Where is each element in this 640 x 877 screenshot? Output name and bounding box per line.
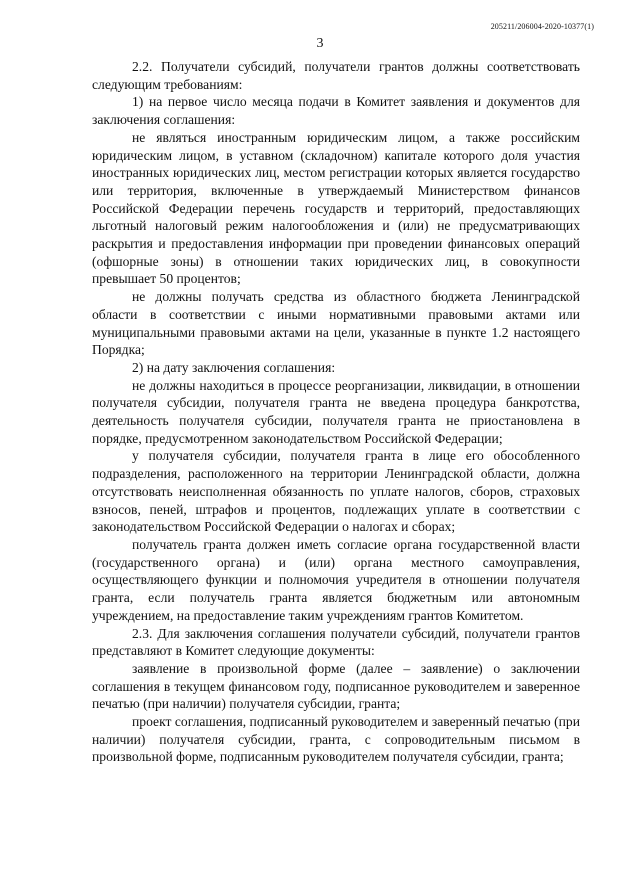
- document-body: [92, 58, 580, 766]
- paragraph-2-2: 2.2. Получатели субсидий, получатели грантов должны соответствовать следующим требованиям:: [92, 59, 580, 92]
- paragraph-budget-funds: не должны получать средства из областного бюджета Ленинградской области в соответствии с иными нормативными правовыми актами или муниципальными правовыми актами на цели, указанные в пункте 1.2 настоящего Порядка;: [92, 289, 580, 358]
- paragraph-2-3: 2.3. Для заключения соглашения получатели субсидий, получатели грантов представляют в Комитет следующие документы:: [92, 625, 580, 659]
- paragraph-reorganization: не должны находиться в процессе реорганизации, ликвидации, в отношении получателя субсидии, получателя гранта не введена процедура банкротства, деятельность получателя субсидии, получателя гранта не приостановлена в порядке, предусмотренном законодательством Российской Федерации;: [92, 377, 580, 446]
- paragraph-application: заявление в произвольной форме (далее – заявление) о заключении соглашения в текущем финансовом году, подписанное руководителем и заверенное печатью (при наличии) получателя субсидии, гранта;: [92, 660, 580, 712]
- paragraph-item-1: 1) на первое число месяца подачи в Комитет заявления и документов для заключения соглашения:: [92, 94, 580, 128]
- paragraph-foreign-entity: не являться иностранным юридическим лицом, а также российским юридическим лицом, в уставном (складочном) капитале которого доля участия иностранных юридических лиц, местом регистрации которых является государство или территория, включенные в утверждаемый Министерством финансов Российской Федерации перечень государств и территорий, предоставляющих льготный налоговый режим налогообложения и (или) не предусматривающих раскрытия и предоставления информации при проведении финансовых операций (офшорные зоны) в отношении таких юридических лиц, в совокупности превышает 50 процентов;: [92, 129, 580, 287]
- paragraph-grant-consent: получатель гранта должен иметь согласие органа государственной власти (государственного органа) и (или) органа местного самоуправления, осуществляющего функции и полномочия учредителя в отношении получателя гранта, если получатель гранта является бюджетным или автономным учреждением, на предоставление таким учреждениям грантов Комитетом.: [92, 536, 580, 623]
- document-id: 205211/206004-2020-10377(1): [490, 22, 594, 31]
- paragraph-item-2: 2) на дату заключения соглашения:: [132, 359, 336, 375]
- paragraph-draft-agreement: проект соглашения, подписанный руководителем и заверенный печатью (при наличии) получателя субсидии, гранта, с сопроводительным письмом в произвольной форме, подписанным руководителем получателя субсидии, гранта;: [92, 714, 580, 765]
- paragraph-tax-obligations: у получателя субсидии, получателя гранта в лице его обособленного подразделения, расположенного на территории Ленинградской области, должна отсутствовать неисполненная обязанность по уплате налогов, сборов, страховых взносов, пеней, штрафов и процентов, подлежащих уплате в соответствии с законодательством Российской Федерации о налогах и сборах;: [92, 448, 580, 535]
- page-number: 3: [316, 36, 324, 51]
